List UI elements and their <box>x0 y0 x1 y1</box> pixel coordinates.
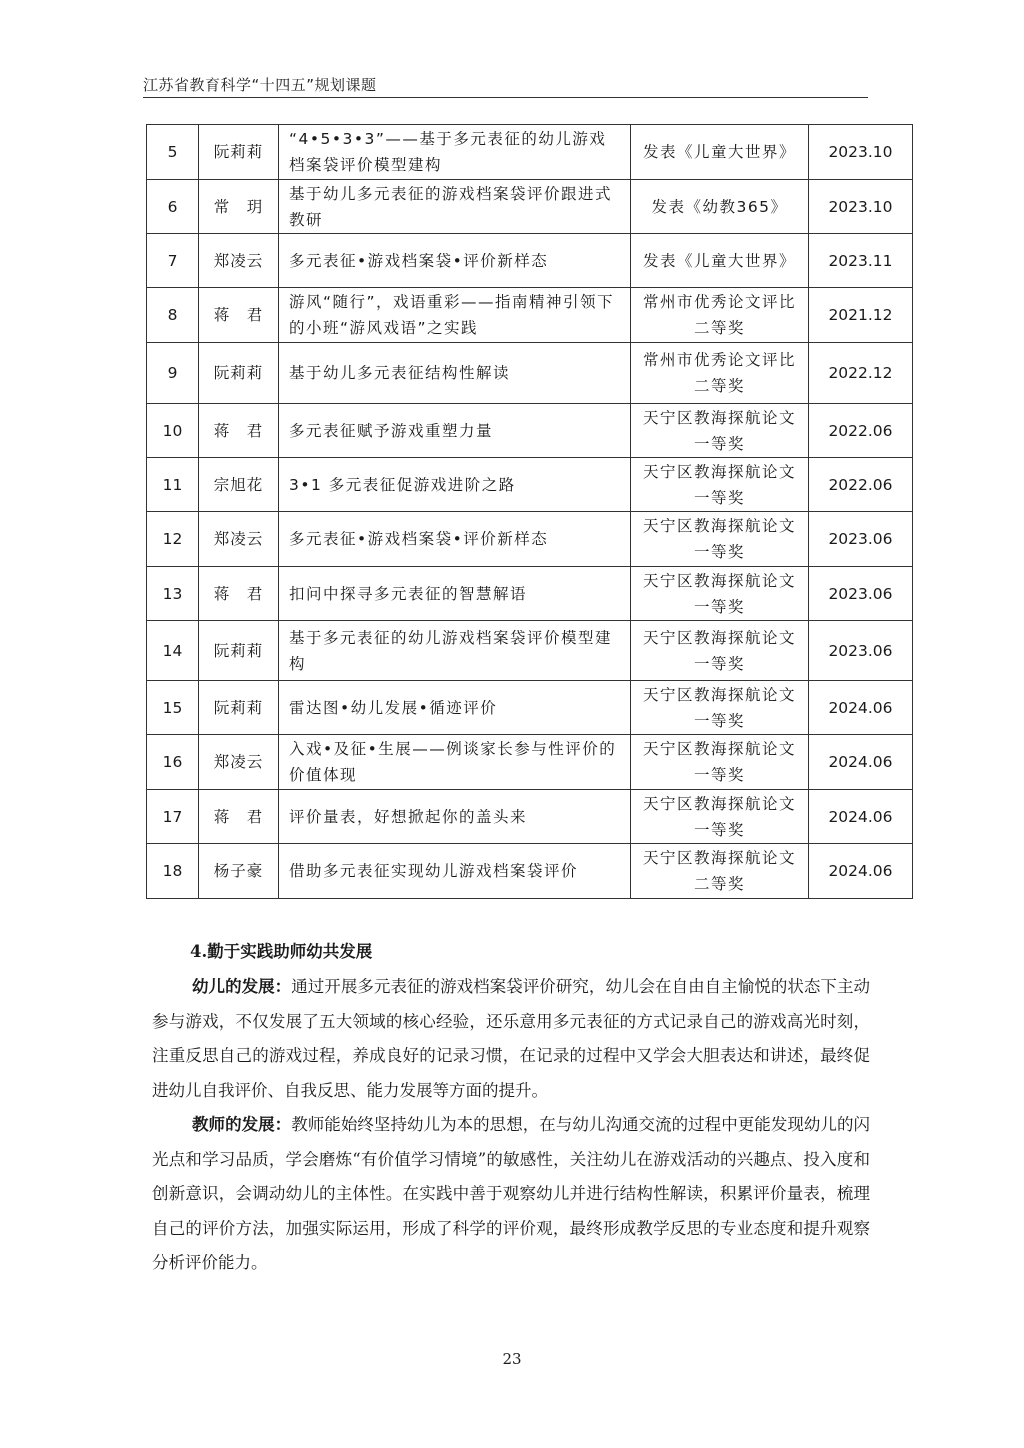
date-cell: 2022.06 <box>809 404 913 458</box>
row-number: 5 <box>147 125 199 180</box>
achievement-cell: 发表《儿童大世界》 <box>631 125 809 180</box>
date-cell: 2023.06 <box>809 512 913 567</box>
teacher-development-paragraph <box>152 1108 870 1281</box>
achievement-cell: 发表《幼教365》 <box>631 180 809 234</box>
row-number: 18 <box>147 844 199 899</box>
achievement-cell: 天宁区教海探航论文一等奖 <box>631 790 809 844</box>
row-number: 10 <box>147 404 199 458</box>
table-row <box>147 681 913 735</box>
achievement-cell: 天宁区教海探航论文一等奖 <box>631 512 809 567</box>
title-cell: 扣问中探寻多元表征的智慧解语 <box>279 567 631 621</box>
child-development-lead: 幼儿的发展： <box>192 977 292 996</box>
table-row <box>147 404 913 458</box>
results-table <box>146 124 913 899</box>
teacher-development-text: 教师能始终坚持幼儿为本的思想，在与幼儿沟通交流的过程中更能发现幼儿的闪光点和学习品质，学会磨炼“有价值学习情境”的敏感性，关注幼儿在游戏活动的兴趣点、投入度和创新意识，会调动幼儿的主体性。在实践中善于观察幼儿并进行结构性解读，积累评价量表，梳理自己的评价方法，加强实际运用，形成了科学的评价观，最终形成教学反思的专业态度和提升观察分析评价能力。 <box>152 1115 871 1272</box>
title-cell: 游风“随行”，戏语重彩——指南精神引领下的小班“游风戏语”之实践 <box>279 288 631 343</box>
author-cell: 蒋 君 <box>199 288 279 343</box>
title-cell: 雷达图•幼儿发展•循迹评价 <box>279 681 631 735</box>
title-cell: 多元表征•游戏档案袋•评价新样态 <box>279 512 631 567</box>
date-cell: 2023.10 <box>809 180 913 234</box>
title-cell: 3•1 多元表征促游戏进阶之路 <box>279 458 631 512</box>
results-table-body <box>147 125 913 899</box>
row-number: 14 <box>147 621 199 681</box>
row-number: 8 <box>147 288 199 343</box>
title-cell: “4•5•3•3”——基于多元表征的幼儿游戏档案袋评价模型建构 <box>279 125 631 180</box>
date-cell: 2023.06 <box>809 567 913 621</box>
title-cell: 多元表征赋予游戏重塑力量 <box>279 404 631 458</box>
child-development-text: 通过开展多元表征的游戏档案袋评价研究，幼儿会在自由自主愉悦的状态下主动参与游戏，不仅发展了五大领域的核心经验，还乐意用多元表征的方式记录自己的游戏高光时刻，注重反思自己的游戏过程，养成良好的记录习惯，在记录的过程中又学会大胆表达和讲述，最终促进幼儿自我评价、自我反思、能力发展等方面的提升。 <box>152 977 871 1100</box>
table-row <box>147 844 913 899</box>
title-cell: 借助多元表征实现幼儿游戏档案袋评价 <box>279 844 631 899</box>
achievement-cell: 天宁区教海探航论文一等奖 <box>631 681 809 735</box>
title-cell: 多元表征•游戏档案袋•评价新样态 <box>279 234 631 288</box>
author-cell: 阮莉莉 <box>199 681 279 735</box>
title-cell: 基于多元表征的幼儿游戏档案袋评价模型建构 <box>279 621 631 681</box>
date-cell: 2024.06 <box>809 790 913 844</box>
child-development-paragraph <box>152 970 870 1108</box>
author-cell: 郑凌云 <box>199 512 279 567</box>
achievement-cell: 发表《儿童大世界》 <box>631 234 809 288</box>
achievement-cell: 天宁区教海探航论文二等奖 <box>631 844 809 899</box>
date-cell: 2021.12 <box>809 288 913 343</box>
achievement-cell: 常州市优秀论文评比二等奖 <box>631 343 809 404</box>
row-number: 15 <box>147 681 199 735</box>
title-cell: 入戏•及征•生展——例谈家长参与性评价的价值体现 <box>279 735 631 790</box>
achievement-cell: 天宁区教海探航论文一等奖 <box>631 621 809 681</box>
row-number: 9 <box>147 343 199 404</box>
table-row <box>147 180 913 234</box>
table-row <box>147 343 913 404</box>
title-cell: 基于幼儿多元表征的游戏档案袋评价跟进式教研 <box>279 180 631 234</box>
row-number: 7 <box>147 234 199 288</box>
running-header: 江苏省教育科学“十四五”规划课题 <box>143 76 377 94</box>
achievement-cell: 天宁区教海探航论文一等奖 <box>631 735 809 790</box>
table-row <box>147 512 913 567</box>
author-cell: 郑凌云 <box>199 234 279 288</box>
author-cell: 阮莉莉 <box>199 621 279 681</box>
achievement-cell: 天宁区教海探航论文一等奖 <box>631 458 809 512</box>
row-number: 17 <box>147 790 199 844</box>
date-cell: 2022.12 <box>809 343 913 404</box>
author-cell: 阮莉莉 <box>199 125 279 180</box>
row-number: 13 <box>147 567 199 621</box>
date-cell: 2024.06 <box>809 735 913 790</box>
table-row <box>147 125 913 180</box>
row-number: 12 <box>147 512 199 567</box>
achievement-cell: 天宁区教海探航论文一等奖 <box>631 567 809 621</box>
achievement-cell: 常州市优秀论文评比二等奖 <box>631 288 809 343</box>
table-row <box>147 458 913 512</box>
section-title: 4.勤于实践助师幼共发展 <box>190 942 373 961</box>
table-row <box>147 621 913 681</box>
row-number: 11 <box>147 458 199 512</box>
table-row <box>147 567 913 621</box>
table-row <box>147 234 913 288</box>
table-row <box>147 735 913 790</box>
table-row <box>147 790 913 844</box>
title-cell: 评价量表，好想掀起你的盖头来 <box>279 790 631 844</box>
page-number: 23 <box>502 1350 522 1368</box>
row-number: 6 <box>147 180 199 234</box>
author-cell: 蒋 君 <box>199 567 279 621</box>
achievement-cell: 天宁区教海探航论文一等奖 <box>631 404 809 458</box>
author-cell: 蒋 君 <box>199 790 279 844</box>
date-cell: 2023.11 <box>809 234 913 288</box>
date-cell: 2024.06 <box>809 681 913 735</box>
teacher-development-lead: 教师的发展： <box>192 1115 292 1134</box>
date-cell: 2022.06 <box>809 458 913 512</box>
table-row <box>147 288 913 343</box>
author-cell: 宗旭花 <box>199 458 279 512</box>
date-cell: 2024.06 <box>809 844 913 899</box>
author-cell: 蒋 君 <box>199 404 279 458</box>
header-rule <box>143 97 868 98</box>
date-cell: 2023.10 <box>809 125 913 180</box>
author-cell: 杨子豪 <box>199 844 279 899</box>
date-cell: 2023.06 <box>809 621 913 681</box>
author-cell: 常 玥 <box>199 180 279 234</box>
author-cell: 阮莉莉 <box>199 343 279 404</box>
row-number: 16 <box>147 735 199 790</box>
author-cell: 郑凌云 <box>199 735 279 790</box>
title-cell: 基于幼儿多元表征结构性解读 <box>279 343 631 404</box>
